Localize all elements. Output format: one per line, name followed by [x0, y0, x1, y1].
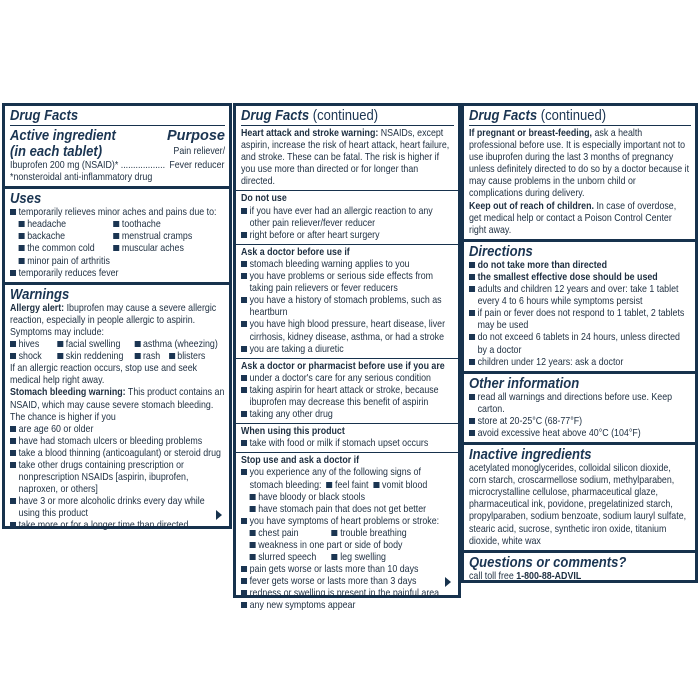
bullet-icon — [241, 297, 247, 303]
bullet-icon — [469, 430, 475, 436]
inactive-ingredients-list: acetylated monoglycerides, colloidal silicon dioxide, corn starch, croscarmellose sodium, methylparaben, microcrystalline cellulose, pharmaceutical glaze, pharmaceutical ink, povidone, pregelatinized starch, propylparaben, sodium benzoate, sodium lauryl sulfate, stearic acid, sucrose, synthetic iron oxide, titanium dioxide, white wax — [469, 463, 687, 547]
bullet-icon — [241, 387, 247, 393]
bullet-icon — [469, 262, 475, 268]
list-item: children under 12 years: ask a doctor — [469, 357, 690, 369]
bullet-icon — [113, 233, 119, 239]
list-item: the smallest effective dose should be used — [469, 272, 690, 284]
divider — [241, 125, 454, 126]
list-item: you have symptoms of heart problems or stroke: — [241, 516, 453, 528]
do-not-use-heading: Do not use — [241, 193, 287, 205]
bullet-icon — [10, 353, 16, 359]
bullet-icon — [332, 554, 338, 560]
bullet-icon — [469, 334, 475, 340]
bullet-icon — [241, 518, 247, 524]
bullet-icon — [241, 590, 247, 596]
active-ingredient-heading: Active ingredient — [10, 128, 116, 144]
inactive-ingredients-title: Inactive ingredients — [469, 447, 592, 464]
list-item: do not exceed 6 tablets in 24 hours, unless directed by a doctor — [469, 332, 690, 356]
bullet-icon — [241, 273, 247, 279]
bullet-icon — [241, 232, 247, 238]
drug-facts-panel-1 — [2, 103, 232, 532]
stop-use-heading: Stop use and ask a doctor if — [241, 455, 360, 467]
pregnancy-section — [464, 106, 695, 242]
bullet-icon — [469, 286, 475, 292]
bullet-icon — [250, 506, 256, 512]
list-item: do not take more than directed — [469, 260, 690, 272]
bullet-icon — [250, 554, 256, 560]
questions-section — [464, 553, 695, 585]
list-item: taking aspirin for heart attack or stroke, because ibuprofen may decrease this benefit of aspirin — [241, 385, 453, 409]
bullet-icon — [241, 602, 247, 608]
bullet-icon — [134, 341, 140, 347]
list-item: have bloody or black stools — [241, 492, 453, 504]
list-item: right before or after heart surgery — [241, 230, 453, 242]
allergy-alert: Allergy alert: Ibuprofen may cause a severe allergic reaction, especially in people allergic to aspirin. Symptoms may include: — [10, 302, 217, 338]
list-item: are age 60 or older — [10, 424, 224, 436]
bullet-icon — [19, 233, 25, 239]
list-item: take other drugs containing prescription or nonprescription NSAIDs [aspirin, ibuprofen, naproxen, or others] — [10, 460, 224, 496]
drug-facts-panel-3 — [461, 103, 698, 583]
bullet-icon — [469, 418, 475, 424]
bullet-icon — [10, 341, 16, 347]
divider — [10, 125, 225, 126]
heart-warning-section — [236, 106, 458, 191]
phone-line: call toll free 1-800-88-ADVIL — [469, 570, 582, 582]
list-item: store at 20-25°C (68-77°F) — [469, 416, 690, 428]
panel-title: Drug Facts (continued) — [241, 108, 379, 124]
bullet-icon — [10, 462, 16, 468]
bullet-icon — [326, 482, 332, 488]
bullet-icon — [241, 566, 247, 572]
phone-number[interactable]: 1-800-88-ADVIL — [516, 570, 582, 582]
list-item: you have a history of stomach problems, such as heartburn — [241, 295, 453, 319]
bullet-icon — [241, 578, 247, 584]
bullet-icon — [10, 270, 16, 276]
list-item: redness or swelling is present in the painful area — [241, 588, 453, 600]
bullet-icon — [134, 353, 140, 359]
active-ingredient-section — [5, 106, 229, 189]
bullet-icon — [241, 469, 247, 475]
bullet-icon — [250, 530, 256, 536]
list-item: read all warnings and directions before use. Keep carton. — [469, 392, 690, 416]
bullet-icon — [10, 522, 16, 528]
bullet-icon — [241, 411, 247, 417]
questions-title: Questions or comments? — [469, 554, 627, 571]
uses-title: Uses — [10, 191, 42, 208]
purpose-line-2: Fever reducer — [169, 160, 225, 171]
list-item: you have high blood pressure, heart disease, liver cirrhosis, kidney disease, asthma, or had a stroke — [241, 319, 453, 343]
list-item: chest pain trouble breathing — [241, 528, 453, 540]
warnings-section — [5, 285, 229, 535]
other-information-title: Other information — [469, 375, 580, 392]
list-item: if pain or fever does not respond to 1 tablet, 2 tablets may be used — [469, 308, 690, 332]
list-item: have 3 or more alcoholic drinks every day while using this product — [10, 496, 224, 520]
bullet-icon — [10, 498, 16, 504]
bullet-icon — [241, 321, 247, 327]
bullet-icon — [250, 494, 256, 500]
list-item: have stomach pain that does not get better — [241, 504, 453, 516]
list-item: fever gets worse or lasts more than 3 days — [241, 576, 453, 588]
bullet-icon — [10, 450, 16, 456]
uses-section: Uses temporarily relieves minor aches and pains due to: headache toothache backache menstrual cramps the common cold muscular aches minor pain of arthritis temporarily reduces fever — [5, 189, 229, 285]
purpose-heading: Purpose — [166, 128, 225, 144]
list-item: taking any other drug — [241, 409, 453, 421]
panel-title: Drug Facts — [10, 108, 79, 124]
stomach-bleeding-warning: Stomach bleeding warning: This product contains an NSAID, which may cause severe stomach bleeding. The chance is higher if you — [10, 387, 225, 423]
continue-arrow-icon — [445, 577, 451, 587]
bullet-icon — [57, 341, 63, 347]
do-not-use-section — [236, 191, 458, 244]
purpose-line-1: Pain reliever/ — [173, 146, 225, 157]
bullet-icon — [469, 274, 475, 280]
when-using-heading: When using this product — [241, 426, 345, 438]
warnings-title: Warnings — [10, 286, 70, 303]
bullet-icon — [373, 482, 379, 488]
list-item: take with food or milk if stomach upset occurs — [241, 438, 453, 450]
list-item: you experience any of the following signs of stomach bleeding: feel faint vomit blood — [241, 467, 453, 491]
panel-title: Drug Facts (continued) — [469, 108, 607, 124]
list-item: if you have ever had an allergic reaction to any other pain reliever/fever reducer — [241, 206, 453, 230]
ask-pharmacist-section — [236, 359, 458, 424]
bullet-icon — [250, 542, 256, 548]
allergy-instruction: If an allergic reaction occurs, stop use and seek medical help right away. — [10, 363, 198, 387]
list-item: minor pain of arthritis — [10, 256, 224, 268]
bullet-icon — [10, 426, 16, 432]
heart-warning: Heart attack and stroke warning: NSAIDs, except aspirin, increase the risk of heart attack, heart failure, and stroke. These can be fatal. The risk is higher if you use more than directed or for longer than directed. — [241, 128, 450, 188]
bullet-icon — [241, 346, 247, 352]
list-item: you have problems or serious side effects from taking pain relievers or fever reducers — [241, 271, 453, 295]
bullet-icon — [113, 221, 119, 227]
bullet-icon — [10, 438, 16, 444]
ingredient-name: Ibuprofen 200 mg (NSAID)* .................. — [10, 160, 166, 171]
other-information-section — [464, 374, 695, 445]
list-item: slurred speech leg swelling — [241, 552, 453, 564]
bullet-icon — [19, 221, 25, 227]
stop-use-section — [236, 453, 458, 614]
list-item: avoid excessive heat above 40°C (104°F) — [469, 428, 690, 440]
list-item: temporarily relieves minor aches and pains due to: — [10, 207, 224, 219]
bullet-icon — [19, 258, 25, 264]
list-item: pain gets worse or lasts more than 10 days — [241, 564, 453, 576]
list-item: any new symptoms appear — [241, 600, 453, 612]
bullet-icon — [113, 245, 119, 251]
directions-section — [464, 242, 695, 374]
keep-out-of-reach: Keep out of reach of children. In case of overdose, get medical help or contact a Poison Control Center right away. — [469, 200, 677, 236]
bullet-icon — [469, 394, 475, 400]
bullet-icon — [332, 530, 338, 536]
bullet-icon — [57, 353, 63, 359]
bullet-icon — [469, 359, 475, 365]
list-item: adults and children 12 years and over: take 1 tablet every 4 to 6 hours while symptoms persist — [469, 284, 690, 308]
ask-pharmacist-heading: Ask a doctor or pharmacist before use if you are — [241, 360, 445, 372]
ask-doctor-heading: Ask a doctor before use if — [241, 246, 350, 258]
bullet-icon — [241, 261, 247, 267]
list-item: weakness in one part or side of body — [241, 540, 453, 552]
divider — [469, 125, 691, 126]
bullet-icon — [241, 208, 247, 214]
bullet-icon — [19, 245, 25, 251]
inactive-ingredients-section — [464, 445, 695, 553]
pregnancy-warning: If pregnant or breast-feeding, ask a health professional before use. It is especially important not to use ibuprofen during the last 3 months of pregnancy unless definitely directed to do so by a doctor because it may cause problems in the unborn child or complications during delivery. — [469, 128, 690, 200]
list-item: temporarily reduces fever — [10, 268, 224, 280]
list-item: have had stomach ulcers or bleeding problems — [10, 436, 224, 448]
active-ingredient-subheading: (in each tablet) — [10, 144, 103, 160]
bullet-icon — [241, 440, 247, 446]
symptoms-row: shock skin reddening rash blisters — [10, 351, 224, 363]
continue-arrow-icon — [216, 510, 222, 520]
symptoms-row: hives facial swelling asthma (wheezing) — [10, 339, 224, 351]
list-item: stomach bleeding warning applies to you — [241, 259, 453, 271]
list-item: take more or for a longer time than directed — [10, 520, 224, 532]
footnote: *nonsteroidal anti-inflammatory drug — [10, 172, 153, 184]
drug-facts-panel-2 — [233, 103, 461, 612]
bullet-icon — [241, 375, 247, 381]
list-item: under a doctor's care for any serious condition — [241, 373, 453, 385]
bullet-icon — [469, 310, 475, 316]
list-item: you are taking a diuretic — [241, 344, 453, 356]
bullet-icon — [10, 209, 16, 215]
directions-title: Directions — [469, 243, 533, 260]
bullet-icon — [169, 353, 175, 359]
list-item: take a blood thinning (anticoagulant) or steroid drug — [10, 448, 224, 460]
when-using-section — [236, 424, 458, 453]
ask-doctor-section — [236, 245, 458, 359]
